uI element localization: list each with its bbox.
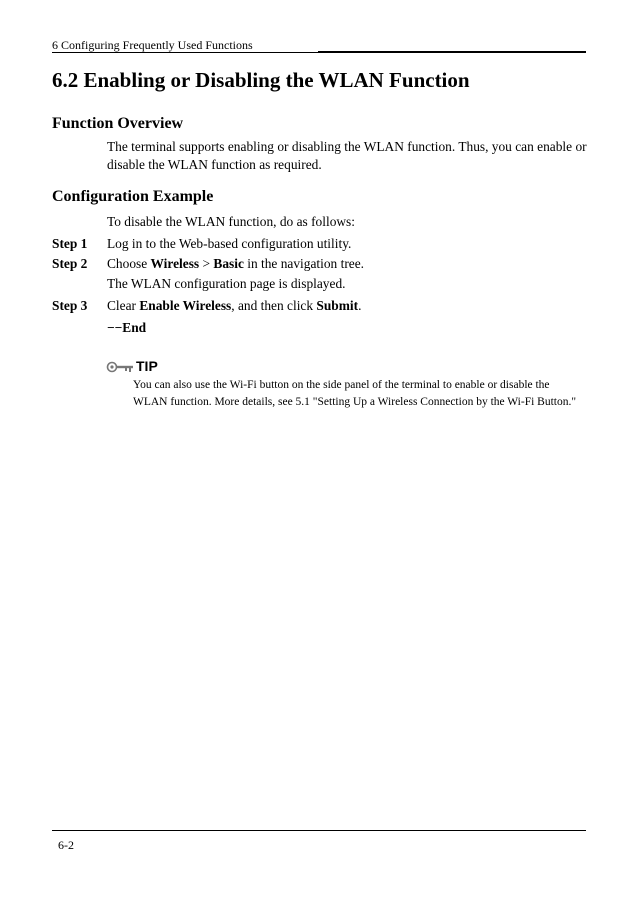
running-header: 6 Configuring Frequently Used Functions (52, 38, 253, 52)
step-3-label: Step 3 (52, 298, 88, 313)
header-rule (52, 52, 318, 53)
tip-text: You can also use the Wi-Fi button on the side panel of the terminal to enable or disable the WLAN function. More details, see 5.1 "Setting Up a Wireless Connection by the Wi-Fi Button." (133, 379, 577, 408)
configuration-example-heading: Configuration Example (52, 188, 214, 205)
header-rule-thick (318, 51, 586, 53)
option-enable-wireless: Enable Wireless (139, 298, 232, 313)
step-2-separator: > (199, 256, 214, 271)
function-overview-text: The terminal supports enabling or disabling the WLAN function. Thus, you can enable or disable the WLAN function as required. (107, 139, 587, 172)
menu-basic: Basic (213, 256, 244, 271)
end-marker: −−End (107, 320, 147, 335)
key-icon (106, 360, 136, 374)
menu-wireless: Wireless (150, 256, 200, 271)
step-3-middle: , and then click (231, 298, 317, 313)
function-overview-heading: Function Overview (52, 115, 184, 132)
step-2-label: Step 2 (52, 256, 88, 271)
tip-label: TIP (136, 358, 158, 374)
step-1-text: Log in to the Web-based configuration utility. (107, 236, 352, 251)
page-number: 6-2 (58, 838, 74, 852)
step-1-label: Step 1 (52, 236, 88, 251)
step-2-result: The WLAN configuration page is displayed. (107, 276, 346, 291)
section-title: 6.2 Enabling or Disabling the WLAN Function (52, 68, 470, 92)
button-submit-ref: Submit (316, 298, 359, 313)
footer-rule (52, 830, 586, 831)
step-3-prefix: Clear (107, 298, 140, 313)
step-2-suffix: in the navigation tree. (243, 256, 365, 271)
step-3-text (107, 298, 361, 314)
configuration-intro: To disable the WLAN function, do as follows: (107, 214, 355, 229)
step-2-text (107, 256, 364, 272)
step-2-prefix: Choose (107, 256, 151, 271)
step-3-suffix: . (358, 298, 362, 313)
